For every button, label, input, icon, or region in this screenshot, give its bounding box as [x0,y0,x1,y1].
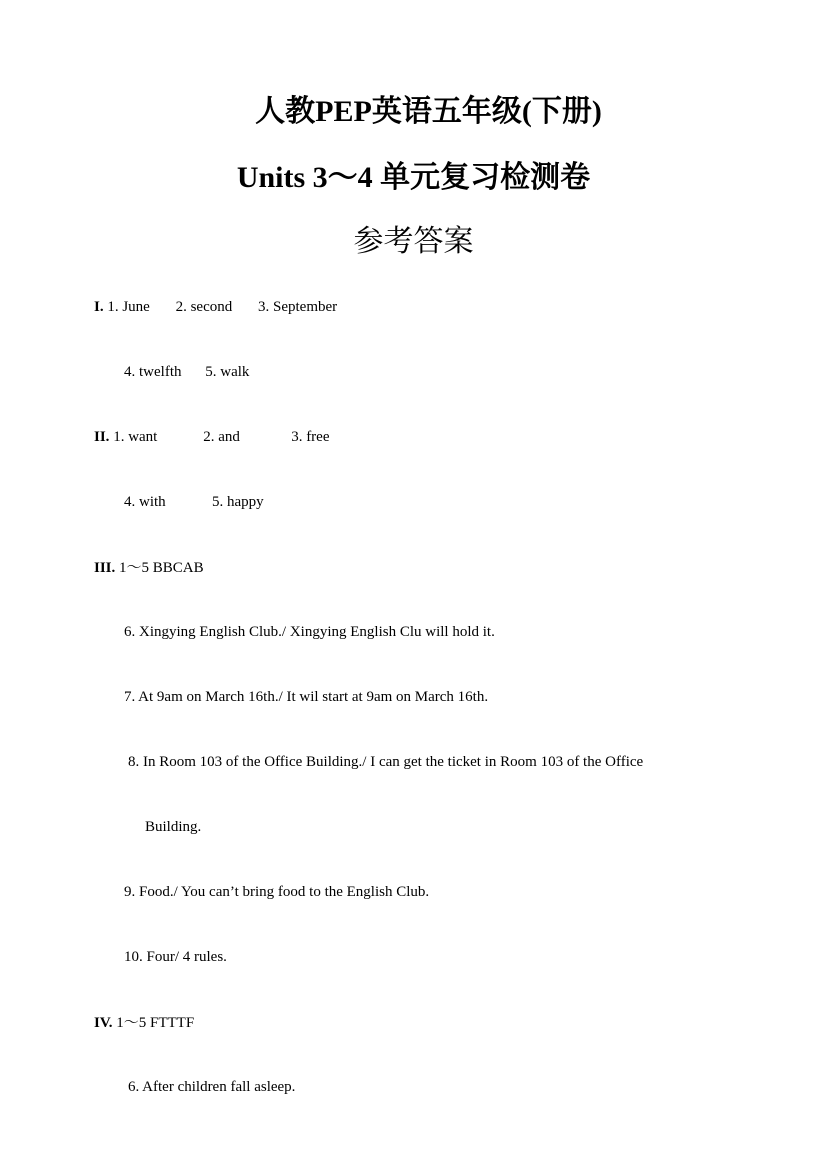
answer-3-8-continued: Building. [145,819,202,835]
section-1-label: I. [94,299,104,315]
section-1-row-1 [94,297,337,317]
answer-1-3: 3. September [258,299,338,315]
section-3-row-1 [94,558,204,578]
section-2-row-2 [124,492,264,512]
title-line-2: Units 3～4 单元复习检测卷 [236,161,591,194]
answer-2-1: 1. want [113,429,158,445]
answer-1-2: 2. second [175,299,233,315]
answer-3-7: 7. At 9am on March 16th./ It wil start at 9am on March 16th. [124,689,489,705]
section-2-row-1 [94,427,330,447]
answer-3-10: 10. Four/ 4 rules. [124,949,227,965]
section-3-label: III. [94,560,116,576]
answer-1-4: 4. twelfth [124,364,182,380]
answer-3-9: 9. Food./ You can’t bring food to the English Club. [124,884,430,900]
section-4-label: IV. [94,1015,113,1031]
answer-1-5: 5. walk [205,364,250,380]
answer-2-2: 2. and [203,429,240,445]
section-1-row-2 [124,362,249,382]
answer-2-3: 3. free [291,429,330,445]
answer-2-5: 5. happy [212,494,264,510]
answer-3-1-5: 1～5 BBCAB [119,560,204,576]
answer-1-1: 1. June [107,299,150,315]
title-line-1: 人教PEP英语五年级(下册) [255,95,602,128]
answer-4-1-5: 1～5 FTTTF [116,1015,195,1031]
answer-2-4: 4. with [124,494,166,510]
section-4-row-1 [94,1013,194,1033]
answer-4-6: 6. After children fall asleep. [128,1079,296,1095]
section-2-label: II. [94,429,110,445]
answer-3-6: 6. Xingying English Club./ Xingying English Clu will hold it. [124,624,495,640]
answer-3-8: 8. In Room 103 of the Office Building./ I can get the ticket in Room 103 of the Office [128,754,644,770]
title-line-3: 参考答案 [353,225,474,258]
